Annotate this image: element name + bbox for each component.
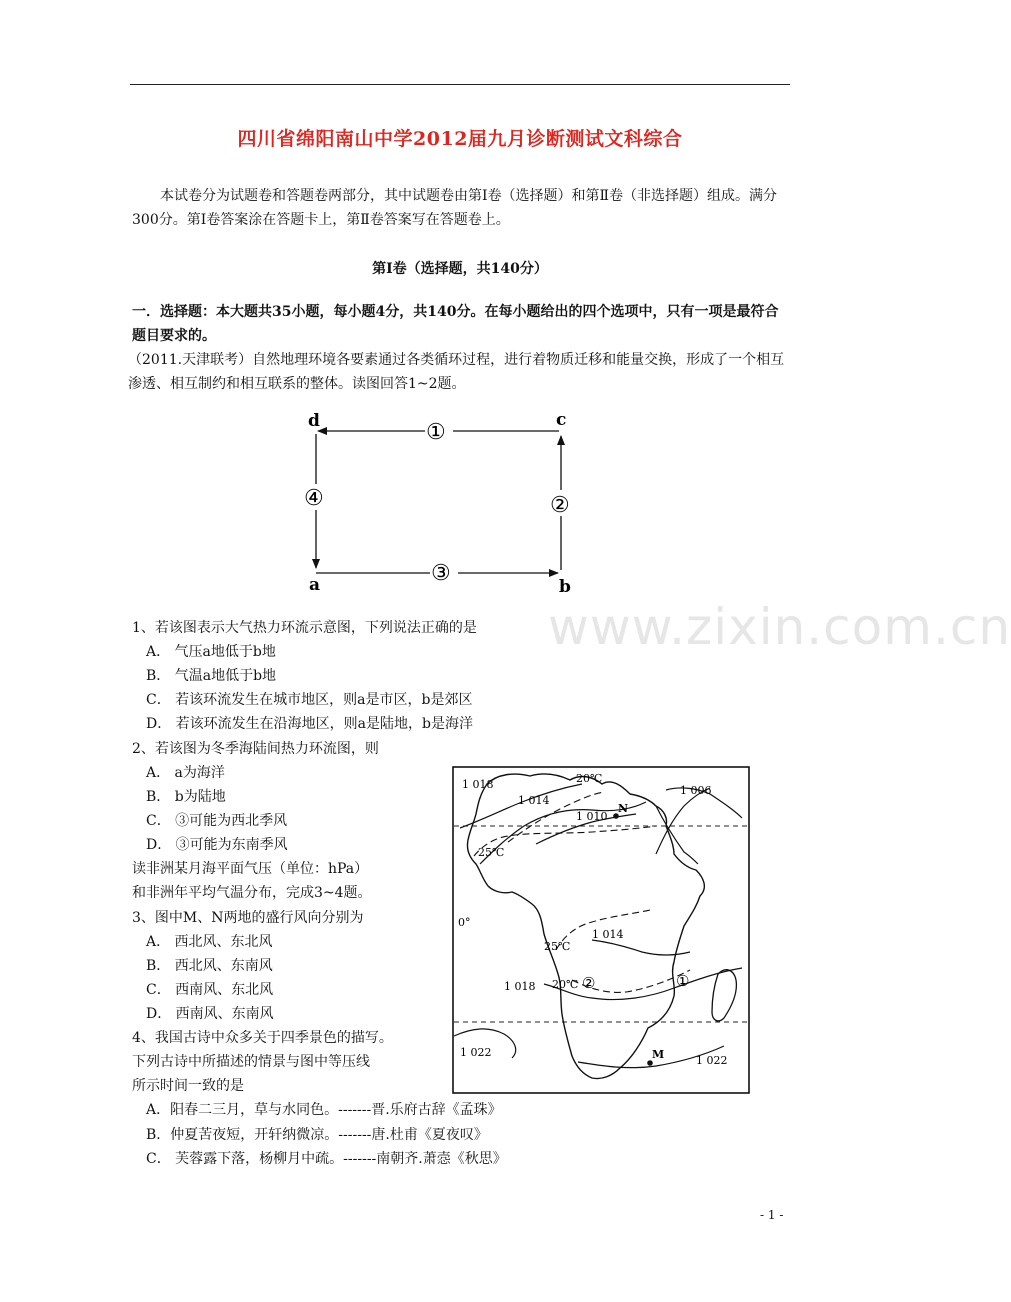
q1-stem: 1、若该图表示大气热力环流示意图，下列说法正确的是 [132,620,477,636]
africa-isobar-map [452,766,752,1096]
q3-option-b: B． 西北风、东南风 [146,958,273,974]
corner-d: d [308,411,320,431]
header-rule [130,84,790,85]
watermark: www.zixin.com.cn [548,598,1011,656]
q4-stem-line-3: 所示时间一致的是 [132,1078,244,1094]
q3-option-a: A． 西北风、东北风 [146,934,273,950]
q2-option-d: D． ③可能为东南季风 [146,837,288,853]
context-paragraph-1: （2011.天津联考）自然地理环境各要素通过各类循环过程，进行着物质迁移和能量交换，形成了一个相互渗透、相互制约和相互联系的整体。读图回答1~2题。 [128,352,785,392]
q3-option-c: C． 西南风、东北风 [146,982,274,998]
point-m-dot [647,1060,653,1066]
q3-stem: 3、图中M、N两地的盛行风向分别为 [132,910,364,926]
label-20c-mid: 20℃ [552,978,579,991]
label-1014-mid: 1 014 [592,928,624,941]
label-4: ④ [304,486,324,511]
label-1010: 1 010 [576,810,608,823]
intro-paragraph: 本试卷分为试题卷和答题卷两部分，其中试题卷由第Ⅰ卷（选择题）和第Ⅱ卷（非选择题）组成。满分300分。第Ⅰ卷答案涂在答题卡上，第Ⅱ卷答案写在答题卷上。 [132,188,778,228]
label-1006: 1 006 [680,784,712,797]
label-mark-2: ② [582,974,596,992]
page-number: - 1 - [760,1208,784,1222]
label-1014-top: 1 014 [518,794,550,807]
context-paragraph-2-line-1: 读非洲某月海平面气压（单位：hPa） [132,861,369,877]
q1-option-d: D． 若该环流发生在沿海地区，则a是陆地，b是海洋 [146,716,473,732]
q4-option-c: C． 芙蓉露下落，杨柳月中疏。-------南朝齐.萧悫《秋思》 [146,1151,507,1167]
q1-option-c: C． 若该环流发生在城市地区，则a是市区，b是郊区 [146,692,473,708]
label-3: ③ [431,561,451,586]
q2-option-b: B． b为陆地 [146,789,226,805]
q1-option-b: B． 气温a地低于b地 [146,668,277,684]
label-1018-mid: 1 018 [504,980,536,993]
corner-a: a [309,575,321,595]
label-25c-mid: 25℃ [544,940,571,953]
label-1018-top: 1 018 [462,778,494,791]
label-m: M [652,1048,665,1061]
label-equator: 0° [458,916,471,929]
q1-option-a: A． 气压a地低于b地 [146,644,276,660]
instruction-paragraph: 一．选择题：本大题共35小题，每小题4分，共140分。在每小题给出的四个选项中，只有一项是最符合题目要求的。 [132,304,779,344]
context-paragraph-2-line-2: 和非洲年平均气温分布，完成3~4题。 [132,885,372,901]
label-1022-left: 1 022 [460,1046,492,1059]
corner-b: b [559,577,571,597]
label-1022-right: 1 022 [696,1054,728,1067]
q2-stem: 2、若该图为冬季海陆间热力环流图，则 [132,741,379,757]
q4-option-b: B．仲夏苦夜短，开轩纳微凉。-------唐.杜甫《夏夜叹》 [146,1127,488,1143]
q4-option-a: A．阳春二三月，草与水同色。-------晋.乐府古辞《孟珠》 [146,1102,502,1118]
q2-option-c: C． ③可能为西北季风 [146,813,288,829]
label-mark-1: ① [676,972,690,990]
label-2: ② [550,493,570,518]
q3-option-d: D． 西南风、东南风 [146,1006,274,1022]
circulation-diagram [300,406,590,598]
label-n: N [618,802,629,815]
q4-stem-line-2: 下列古诗中所描述的情景与图中等压线 [132,1054,370,1070]
label-25c-top: 25℃ [478,846,505,859]
section-title: 第Ⅰ卷（选择题，共140分） [372,261,548,277]
corner-c: c [556,410,567,430]
q2-option-a: A． a为海洋 [146,765,225,781]
label-1: ① [426,420,446,445]
label-20c-top: 20℃ [576,772,603,785]
q4-stem-line-1: 4、我国古诗中众多关于四季景色的描写。 [132,1030,393,1046]
page-title: 四川省绵阳南山中学2012届九月诊断测试文科综合 [237,128,683,150]
